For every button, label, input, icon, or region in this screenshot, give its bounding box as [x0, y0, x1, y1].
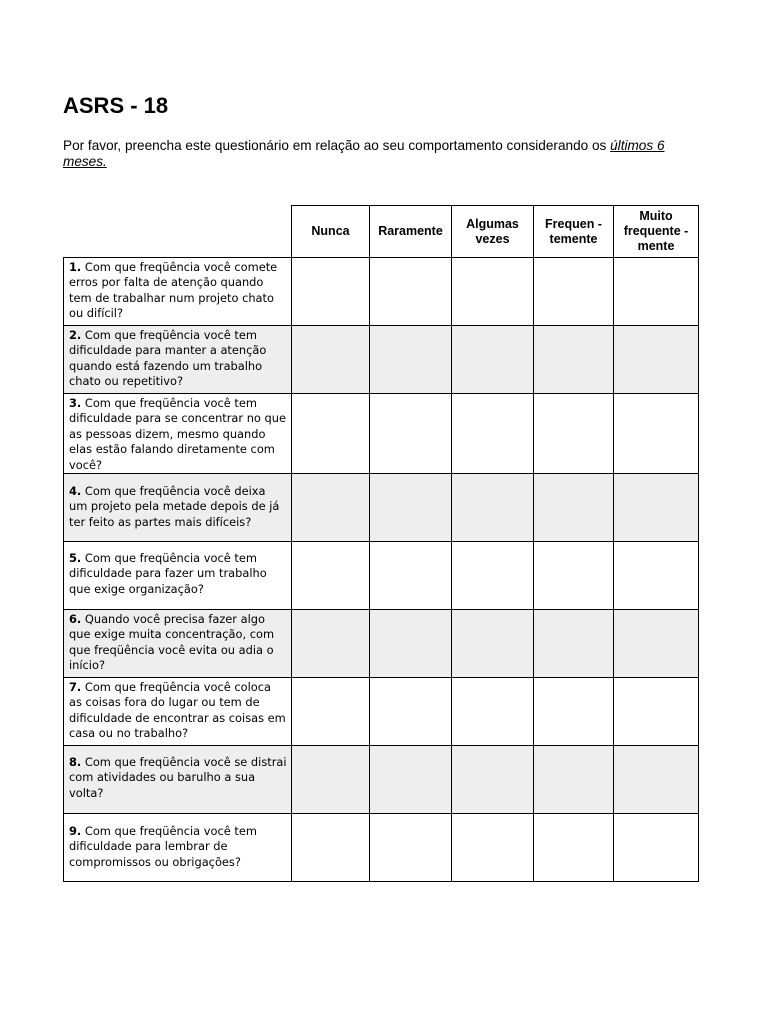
answer-cell-raramente[interactable]	[370, 746, 452, 814]
question-text-2: 2. Com que freqüência você tem dificuldade para manter a atenção quando está fazendo um trabalho chato ou repetitivo?	[64, 326, 292, 394]
answer-cell-nunca[interactable]	[292, 610, 370, 678]
question-text-6: 6. Quando você precisa fazer algo que exige muita concentração, com que freqüência você evita ou adia o início?	[64, 610, 292, 678]
answer-cell-muito-frequentemente[interactable]	[614, 746, 699, 814]
answer-cell-frequentemente[interactable]	[534, 746, 614, 814]
answer-cell-nunca[interactable]	[292, 474, 370, 542]
answer-cell-algumas-vezes[interactable]	[452, 678, 534, 746]
instructions	[63, 138, 703, 170]
answer-cell-frequentemente[interactable]	[534, 474, 614, 542]
answer-cell-frequentemente[interactable]	[534, 610, 614, 678]
answer-cell-muito-frequentemente[interactable]	[614, 474, 699, 542]
answer-cell-nunca[interactable]	[292, 814, 370, 882]
header-row	[64, 206, 699, 258]
question-row-2	[64, 326, 699, 394]
question-text-5: 5. Com que freqüência você tem dificuldade para fazer um trabalho que exige organização?	[64, 542, 292, 610]
answer-cell-muito-frequentemente[interactable]	[614, 610, 699, 678]
answer-cell-frequentemente[interactable]	[534, 394, 614, 474]
answer-cell-raramente[interactable]	[370, 474, 452, 542]
answer-cell-nunca[interactable]	[292, 258, 370, 326]
answer-cell-frequentemente[interactable]	[534, 542, 614, 610]
question-text-7: 7. Com que freqüência você coloca as coisas fora do lugar ou tem de dificuldade de encontrar as coisas em casa ou no trabalho?	[64, 678, 292, 746]
question-row-1	[64, 258, 699, 326]
answer-cell-muito-frequentemente[interactable]	[614, 678, 699, 746]
question-text-3: 3. Com que freqüência você tem dificuldade para se concentrar no que as pessoas dizem, mesmo quando elas estão falando diretamente com você?	[64, 394, 292, 474]
instructions-emphasis: últimos 6 meses.	[63, 138, 665, 169]
answer-cell-muito-frequentemente[interactable]	[614, 326, 699, 394]
answer-cell-nunca[interactable]	[292, 678, 370, 746]
question-text-1: 1. Com que freqüência você comete erros por falta de atenção quando tem de trabalhar num projeto chato ou difícil?	[64, 258, 292, 326]
answer-cell-algumas-vezes[interactable]	[452, 542, 534, 610]
answer-cell-algumas-vezes[interactable]	[452, 326, 534, 394]
question-row-4	[64, 474, 699, 542]
answer-cell-muito-frequentemente[interactable]	[614, 258, 699, 326]
question-row-6	[64, 610, 699, 678]
question-row-8	[64, 746, 699, 814]
answer-cell-raramente[interactable]	[370, 678, 452, 746]
answer-cell-algumas-vezes[interactable]	[452, 610, 534, 678]
answer-cell-raramente[interactable]	[370, 814, 452, 882]
answer-cell-nunca[interactable]	[292, 542, 370, 610]
answer-cell-muito-frequentemente[interactable]	[614, 814, 699, 882]
column-header-frequentemente: Frequen - temente	[534, 206, 614, 258]
column-header-muito-frequentemente: Muito frequente -mente	[614, 206, 699, 258]
answer-cell-algumas-vezes[interactable]	[452, 258, 534, 326]
question-text-8: 8. Com que freqüência você se distrai com atividades ou barulho a sua volta?	[64, 746, 292, 814]
question-row-7	[64, 678, 699, 746]
question-text-9: 9. Com que freqüência você tem dificuldade para lembrar de compromissos ou obrigações?	[64, 814, 292, 882]
column-header-raramente: Raramente	[370, 206, 452, 258]
page-title: ASRS - 18	[63, 93, 169, 118]
header-blank-cell	[64, 206, 292, 258]
question-row-5	[64, 542, 699, 610]
answer-cell-nunca[interactable]	[292, 326, 370, 394]
answer-cell-algumas-vezes[interactable]	[452, 814, 534, 882]
answer-cell-muito-frequentemente[interactable]	[614, 542, 699, 610]
question-row-9	[64, 814, 699, 882]
answer-cell-algumas-vezes[interactable]	[452, 394, 534, 474]
answer-cell-algumas-vezes[interactable]	[452, 474, 534, 542]
answer-cell-raramente[interactable]	[370, 394, 452, 474]
answer-cell-raramente[interactable]	[370, 258, 452, 326]
instructions-text: Por favor, preencha este questionário em relação ao seu comportamento considerando os	[63, 138, 611, 153]
column-header-nunca: Nunca	[292, 206, 370, 258]
answer-cell-raramente[interactable]	[370, 542, 452, 610]
question-text-4: 4. Com que freqüência você deixa um projeto pela metade depois de já ter feito as partes mais difíceis?	[64, 474, 292, 542]
answer-cell-nunca[interactable]	[292, 394, 370, 474]
answer-cell-frequentemente[interactable]	[534, 678, 614, 746]
answer-cell-frequentemente[interactable]	[534, 326, 614, 394]
column-header-algumas-vezes: Algumas vezes	[452, 206, 534, 258]
answer-cell-frequentemente[interactable]	[534, 814, 614, 882]
questionnaire-table	[63, 205, 699, 882]
answer-cell-raramente[interactable]	[370, 326, 452, 394]
answer-cell-muito-frequentemente[interactable]	[614, 394, 699, 474]
answer-cell-frequentemente[interactable]	[534, 258, 614, 326]
answer-cell-algumas-vezes[interactable]	[452, 746, 534, 814]
question-row-3	[64, 394, 699, 474]
answer-cell-raramente[interactable]	[370, 610, 452, 678]
answer-cell-nunca[interactable]	[292, 746, 370, 814]
